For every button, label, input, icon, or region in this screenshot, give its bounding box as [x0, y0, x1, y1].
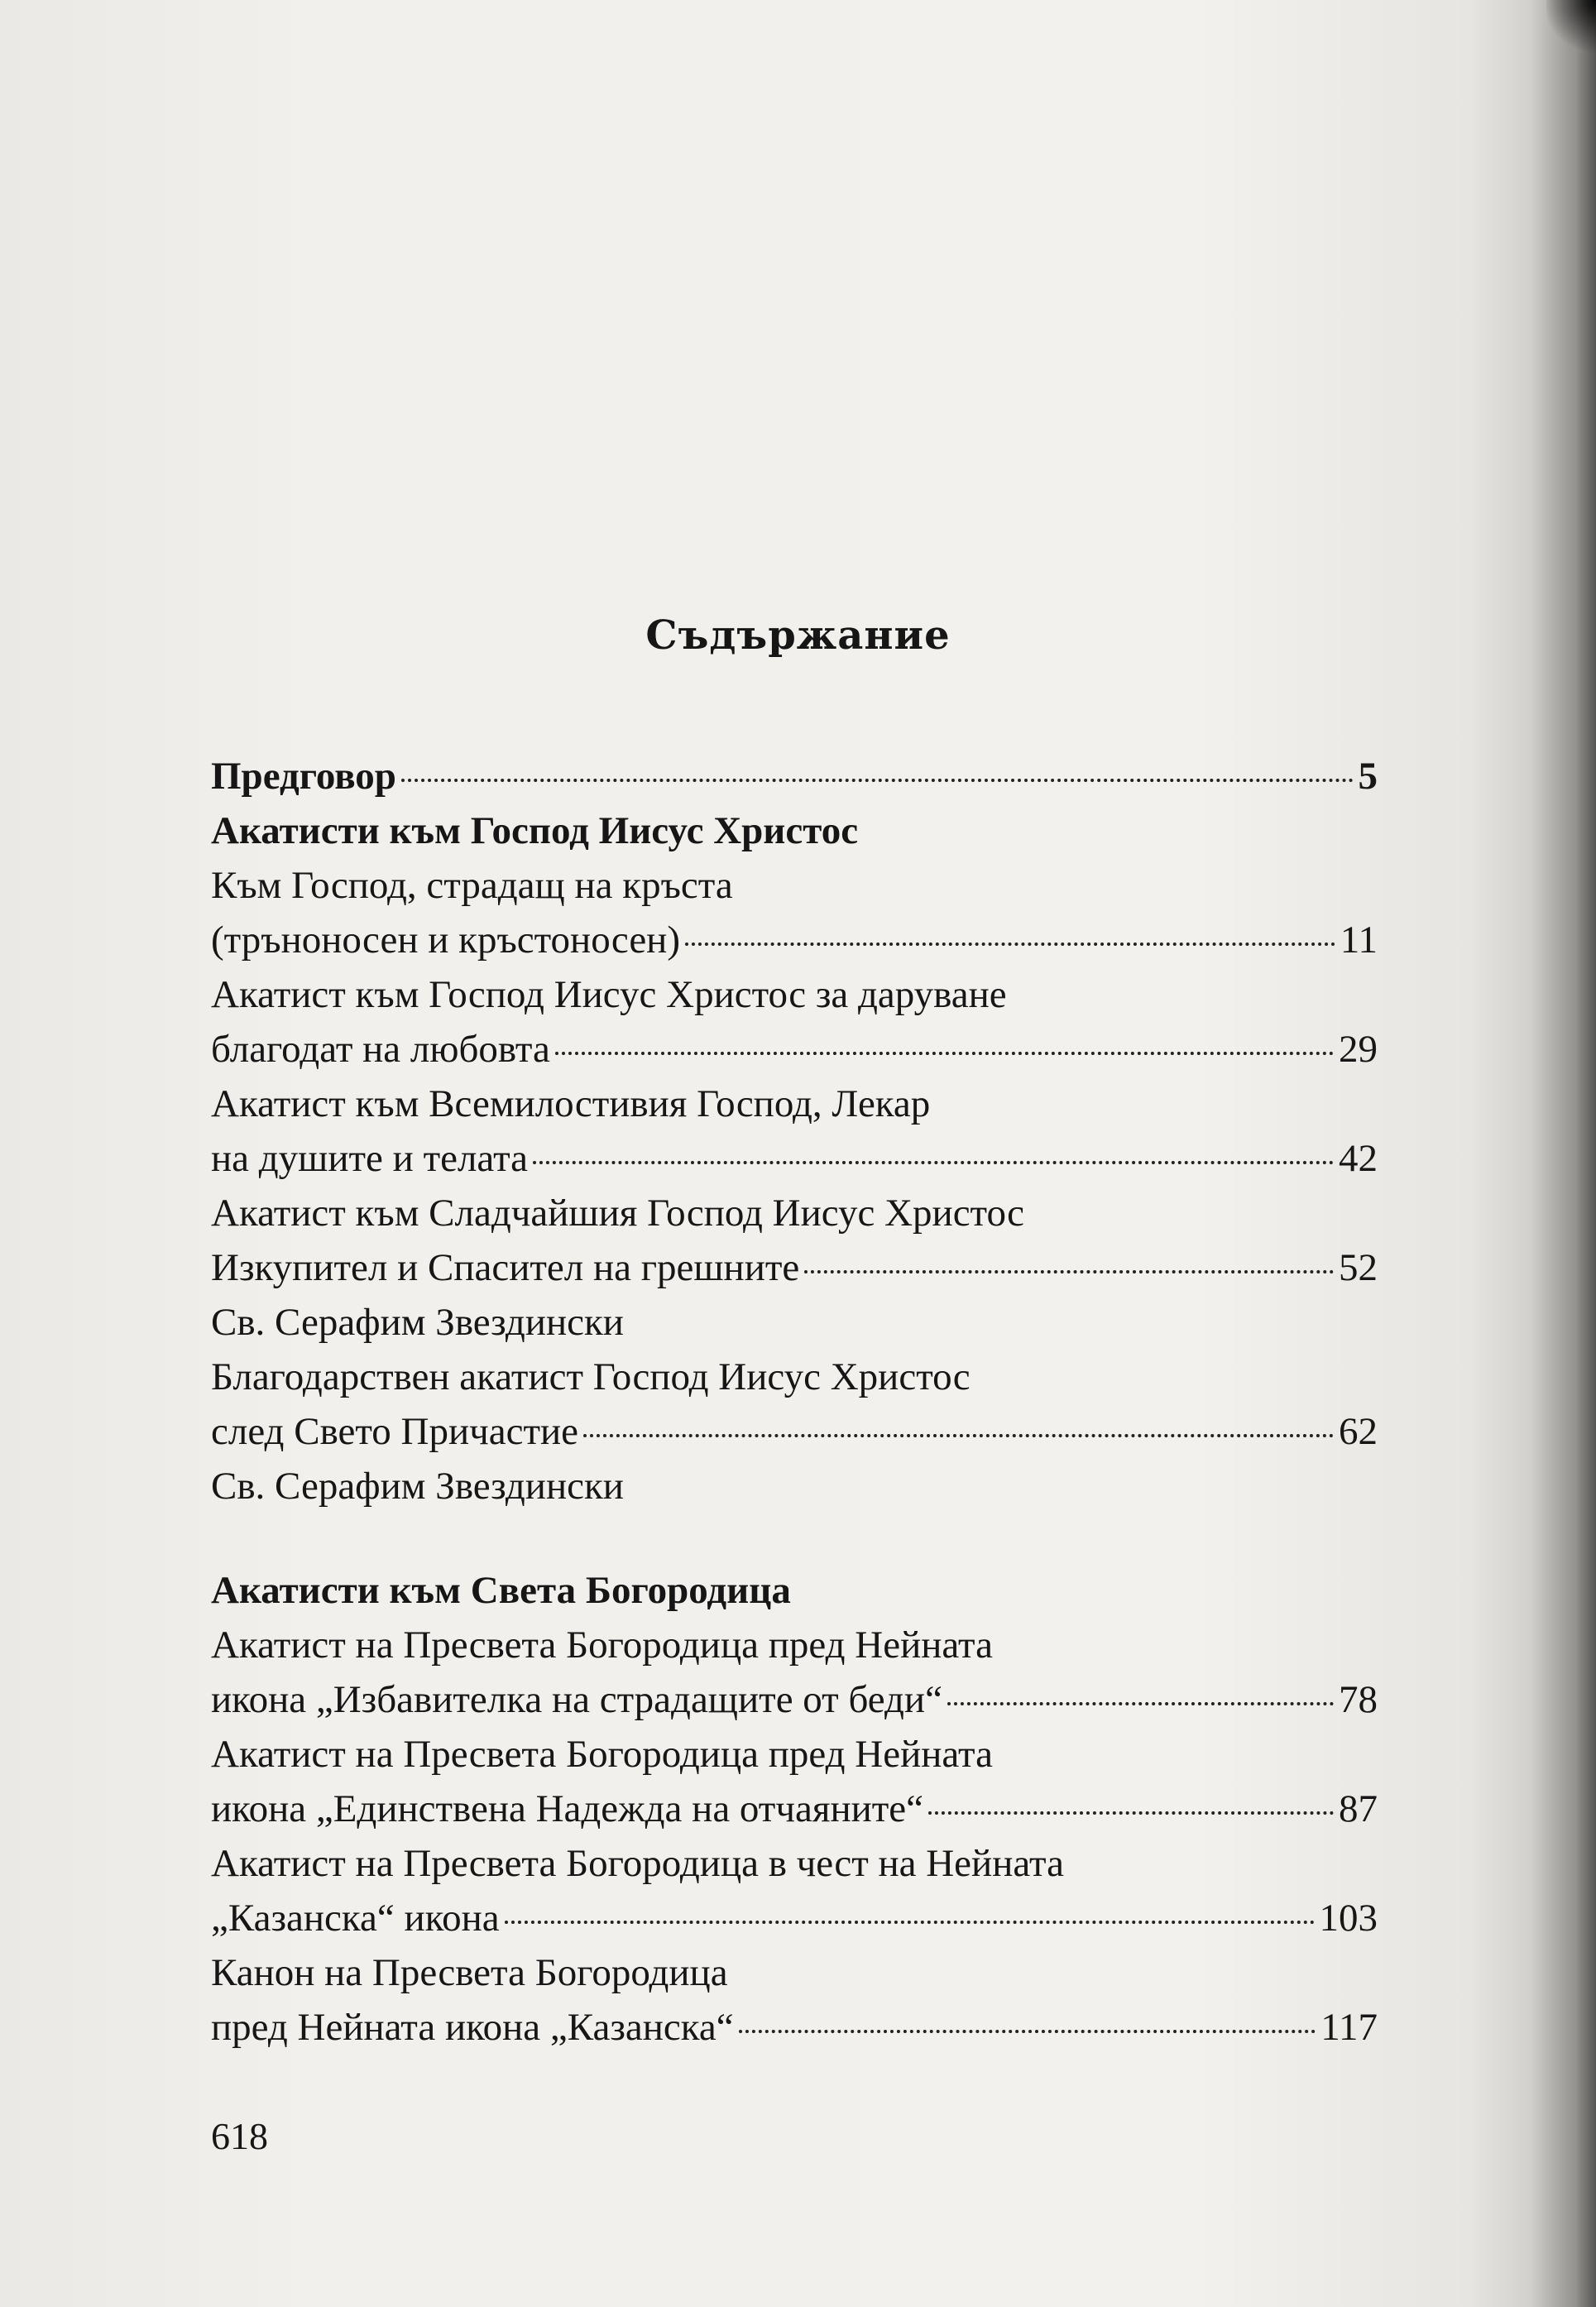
toc-entry-text: икона „Единствена Надежда на отчаяните“ — [211, 1787, 924, 1830]
toc-entry-line: Акатист на Пресвета Богородица пред Нейната — [211, 1624, 994, 1667]
page-corner-shadow — [1546, 0, 1596, 58]
toc-entry-text: на душите и телата — [211, 1137, 529, 1180]
section-heading: Акатисти към Света Богородица — [211, 1569, 791, 1612]
toc-entry-line: Канон на Пресвета Богородица — [211, 1951, 728, 1994]
toc-entry-author: Св. Серафим Звездински — [211, 1301, 624, 1344]
toc-entry-text: икона „Избавителка на страдащите от беди“ — [211, 1678, 942, 1721]
toc-page-number: 42 — [1339, 1137, 1378, 1180]
section-heading: Акатисти към Господ Иисус Христос — [211, 809, 859, 852]
toc-entry-line — [211, 913, 1378, 967]
toc-entry-text: (тръноносен и кръстоносен) — [211, 918, 680, 962]
toc-entry-line: Акатист на Пресвета Богородица в чест на Нейната — [211, 1842, 1064, 1885]
toc-entry-text: Изкупител и Спасител на грешните — [211, 1246, 800, 1289]
toc-entry-line — [211, 1022, 1378, 1077]
toc-entry-line — [211, 1240, 1378, 1295]
page-title: Съдържание — [645, 612, 951, 659]
dot-leader — [505, 1921, 1315, 1924]
toc-entry-line: Акатист към Господ Иисус Христос за даруване — [211, 973, 1007, 1016]
dot-leader — [401, 779, 1354, 782]
page-edge-shadow — [1530, 0, 1596, 2307]
dot-leader — [804, 1270, 1334, 1273]
dot-leader — [555, 1052, 1334, 1055]
toc-page-number: 29 — [1339, 1028, 1378, 1071]
toc-entry-text: пред Нейната икона „Казанска“ — [211, 2006, 734, 2049]
section-spacer — [211, 1513, 1378, 1563]
toc-page-number: 87 — [1339, 1787, 1378, 1830]
toc-entry-line: Акатист към Сладчайшия Господ Иисус Христос — [211, 1192, 1025, 1235]
dot-leader — [685, 942, 1335, 946]
toc-entry-line — [211, 1131, 1378, 1186]
toc-page-number: 117 — [1320, 2006, 1378, 2049]
toc-entry-text: благодат на любовта — [211, 1028, 550, 1071]
toc-entry-text: след Свето Причастие — [211, 1410, 579, 1453]
toc-entry-preface — [211, 749, 1378, 803]
toc-entry-line: Акатист на Пресвета Богородица пред Нейната — [211, 1733, 994, 1776]
toc-entry-line — [211, 1891, 1378, 1945]
toc-page-number: 78 — [1339, 1678, 1378, 1721]
toc-page-number: 5 — [1358, 755, 1378, 798]
toc-entry-line — [211, 1782, 1378, 1836]
toc-entry-text: Предговор — [211, 755, 396, 798]
toc-entry-line — [211, 1404, 1378, 1459]
toc-entry-line: Акатист към Всемилостивия Господ, Лекар — [211, 1082, 931, 1125]
toc-page-number: 103 — [1319, 1897, 1378, 1940]
table-of-contents — [211, 749, 1378, 2055]
dot-leader — [947, 1702, 1334, 1705]
dot-leader — [533, 1161, 1334, 1164]
toc-entry-line: Благодарствен акатист Господ Иисус Христос — [211, 1355, 971, 1398]
dot-leader — [928, 1811, 1334, 1815]
dot-leader — [739, 2030, 1316, 2033]
toc-entry-line: Към Господ, страдащ на кръста — [211, 864, 733, 907]
toc-page-number: 11 — [1340, 918, 1378, 962]
toc-page-number: 52 — [1339, 1246, 1378, 1289]
toc-page-number: 62 — [1339, 1410, 1378, 1453]
toc-entry-line — [211, 1672, 1378, 1727]
page-number: 618 — [211, 2115, 268, 2157]
toc-entry-text: „Казанска“ икона — [211, 1897, 500, 1940]
dot-leader — [583, 1434, 1334, 1437]
toc-entry-author: Св. Серафим Звездински — [211, 1465, 624, 1508]
toc-entry-line — [211, 2000, 1378, 2055]
